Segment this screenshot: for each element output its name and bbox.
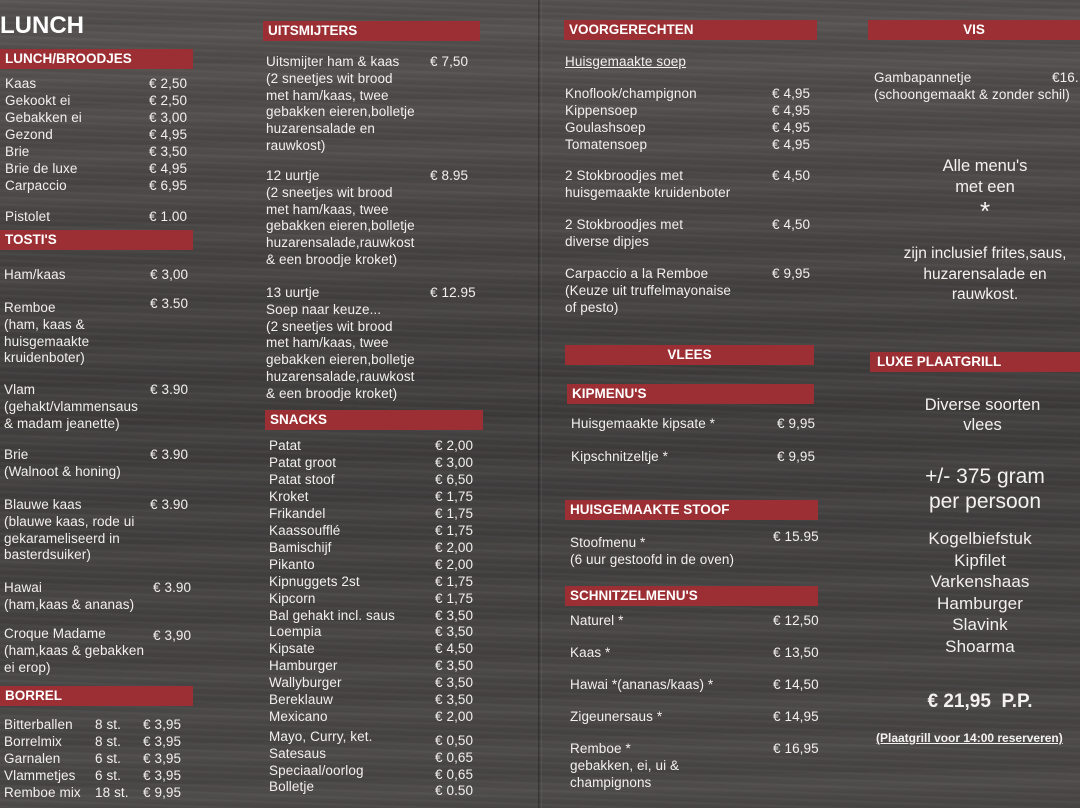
kipmenus-header: KIPMENU'S bbox=[567, 384, 814, 404]
uitsmijter-price: € 7,50 bbox=[430, 54, 469, 69]
snack-name: Frikandel bbox=[269, 505, 326, 521]
snack-price: € 2,00 bbox=[435, 438, 474, 453]
snack-name: Bereklauw bbox=[269, 692, 333, 708]
snack-price: € 1,75 bbox=[435, 505, 474, 521]
plaatgrill-meat: Shoarma bbox=[945, 636, 1015, 656]
broodje-name: Gekookt ei bbox=[5, 93, 71, 108]
borrel-price: € 3,95 bbox=[143, 751, 182, 766]
soup-name: Tomatensoep bbox=[565, 137, 648, 152]
broodje-price: € 3,50 bbox=[149, 144, 188, 159]
tosti-price: € 3.90 bbox=[150, 382, 189, 397]
schnitzel-item: Naturel * bbox=[570, 613, 624, 628]
plaatgrill-weight: +/- 375 gram per persoon bbox=[925, 465, 1045, 513]
borrel-name: Vlammetjes bbox=[4, 768, 76, 783]
tostis-header: TOSTI'S bbox=[0, 230, 193, 250]
soup-price: € 4,95 bbox=[772, 120, 811, 135]
broodje-price: € 1.00 bbox=[149, 209, 188, 224]
snack-name: Bal gehakt incl. saus bbox=[269, 607, 395, 623]
snack-extra-price: € 0,50 bbox=[435, 733, 474, 748]
snack-extra-price: € 0.50 bbox=[435, 783, 474, 799]
soup-name: Knoflook/champignon bbox=[565, 86, 697, 101]
starter-item: Carpaccio a la Remboe (Keuze uit truffelmayonaise of pesto) bbox=[565, 266, 732, 315]
snack-name: Bamischijf bbox=[269, 539, 332, 555]
tosti-price: € 3.90 bbox=[150, 497, 189, 512]
soup-price: € 4,95 bbox=[772, 137, 811, 152]
starter-price: € 9,95 bbox=[772, 266, 811, 281]
borrel-qty: 6 st. bbox=[95, 751, 122, 766]
tosti-item: Blauwe kaas (blauwe kaas, rode ui gekarameliseerd in basterdsuiker) bbox=[4, 497, 135, 563]
soup-name: Kippensoep bbox=[565, 103, 638, 118]
snack-name: Patat stoof bbox=[269, 471, 335, 487]
kipmenu-name: Huisgemaakte kipsate * bbox=[571, 416, 716, 431]
uitsmijter-item: 13 uurtje Soep naar keuze... (2 sneetjes wit brood met ham/kaas, twee gebakken eieren,bolletje huzarensalade,rauwkost & een broodje kroket) bbox=[266, 285, 415, 401]
snack-name: Loempia bbox=[269, 624, 322, 640]
broodje-price: € 2,50 bbox=[149, 93, 188, 108]
menu-note-line2: zijn inclusief frites,saus, huzarensalade en rauwkost. bbox=[903, 245, 1067, 303]
snack-name: Kipnuggets 2st bbox=[269, 573, 360, 589]
uitsmijter-item: 12 uurtje (2 sneetjes wit brood met ham/kaas, twee gebakken eieren,bolletje huzarensalade,rauwkost & een broodje kroket) bbox=[266, 168, 415, 267]
schnitzel-header: SCHNITZELMENU'S bbox=[565, 586, 818, 606]
tosti-price: € 3.50 bbox=[150, 296, 189, 311]
plaatgrill-note: (Plaatgrill voor 14:00 reserveren) bbox=[876, 731, 1063, 745]
tosti-price: € 3.90 bbox=[153, 580, 192, 595]
lunch-title: LUNCH bbox=[0, 12, 84, 39]
tosti-item: Remboe (ham, kaas & huisgemaakte kruidenboter) bbox=[4, 300, 90, 366]
broodje-price: € 4,95 bbox=[149, 127, 188, 142]
snack-name: Wallyburger bbox=[269, 675, 342, 691]
starter-price: € 4,50 bbox=[772, 168, 811, 183]
snack-price: € 3,00 bbox=[435, 454, 474, 470]
broodje-name: Kaas bbox=[5, 76, 37, 91]
menu-note-line1: Alle menu's met een bbox=[942, 157, 1028, 196]
plaatgrill-meat: Varkenshaas bbox=[930, 572, 1030, 591]
snack-name: Hamburger bbox=[269, 658, 338, 674]
schnitzel-price: € 14,50 bbox=[773, 677, 819, 692]
broodje-name: Brie de luxe bbox=[5, 161, 78, 176]
uitsmijter-price: € 12.95 bbox=[430, 285, 476, 300]
borrel-header: BORREL bbox=[0, 686, 193, 706]
tosti-item: Hawai (ham,kaas & ananas) bbox=[4, 580, 135, 612]
snack-name: Kaassoufflé bbox=[269, 522, 341, 538]
snack-price: € 2,00 bbox=[435, 539, 474, 555]
plaatgrill-intro: Diverse soorten vlees bbox=[924, 396, 1041, 434]
plaatgrill-meat: Kogelbiefstuk bbox=[928, 529, 1032, 548]
broodje-price: € 4,95 bbox=[149, 161, 188, 176]
borrel-name: Remboe mix bbox=[4, 785, 81, 800]
soup-price: € 4,95 bbox=[772, 103, 811, 118]
vis-item: Gambapannetje (schoongemaakt & zonder schil) bbox=[874, 70, 1070, 102]
uitsmijters-header: UITSMIJTERS bbox=[263, 21, 480, 41]
broodje-name: Pistolet bbox=[5, 209, 51, 224]
plaatgrill-header: LUXE PLAATGRILL bbox=[870, 352, 1080, 372]
snack-name: Pikanto bbox=[269, 556, 315, 572]
borrel-qty: 6 st. bbox=[95, 768, 122, 783]
tosti-price: € 3.90 bbox=[150, 447, 189, 462]
snacks-header: SNACKS bbox=[265, 410, 483, 430]
kipmenu-name: Kipschnitzeltje * bbox=[571, 449, 668, 464]
borrel-price: € 3,95 bbox=[143, 768, 182, 783]
tosti-price: € 3,90 bbox=[153, 628, 192, 643]
uitsmijter-price: € 8.95 bbox=[430, 168, 469, 183]
snack-price: € 1,75 bbox=[435, 590, 474, 606]
schnitzel-price: € 14,95 bbox=[773, 709, 819, 724]
stoof-header: HUISGEMAAKTE STOOF bbox=[565, 500, 818, 520]
soup-price: € 4,95 bbox=[772, 86, 811, 101]
snack-price: € 3,50 bbox=[435, 607, 474, 623]
schnitzel-item: Hawai *(ananas/kaas) * bbox=[570, 677, 714, 692]
lunch-broodjes-header: LUNCH/BROODJES bbox=[0, 49, 193, 69]
schnitzel-price: € 13,50 bbox=[773, 645, 819, 660]
snack-extra-name: Speciaal/oorlog bbox=[269, 762, 364, 778]
broodje-price: € 6,95 bbox=[149, 178, 188, 193]
schnitzel-item: Zigeunersaus * bbox=[570, 709, 663, 724]
snack-extra-price: € 0,65 bbox=[435, 766, 474, 782]
soup-heading: Huisgemaakte soep bbox=[565, 54, 687, 69]
soup-name: Goulashsoep bbox=[565, 120, 646, 135]
snack-price: € 2,00 bbox=[435, 709, 474, 725]
borrel-qty: 8 st. bbox=[95, 734, 122, 749]
stoof-item: Stoofmenu * (6 uur gestoofd in de oven) bbox=[570, 535, 735, 567]
vlees-header: VLEES bbox=[565, 345, 814, 365]
snack-price: € 1,75 bbox=[435, 488, 474, 504]
borrel-qty: 18 st. bbox=[95, 785, 129, 800]
snack-name: Patat groot bbox=[269, 454, 337, 470]
uitsmijter-item: Uitsmijter ham & kaas (2 sneetjes wit brood met ham/kaas, twee gebakken eieren,bolletje huzarensalade en rauwkost) bbox=[266, 54, 415, 153]
plaatgrill-meat: Slavink bbox=[952, 615, 1008, 634]
broodje-name: Carpaccio bbox=[5, 178, 67, 193]
borrel-price: € 3,95 bbox=[143, 734, 182, 749]
broodje-name: Brie bbox=[5, 144, 30, 159]
schnitzel-item: Remboe * gebakken, ei, ui & champignons bbox=[570, 741, 680, 790]
snack-name: Kroket bbox=[269, 488, 309, 504]
plaatgrill-meat: Kipfilet bbox=[954, 550, 1006, 570]
borrel-name: Garnalen bbox=[4, 751, 61, 766]
vis-header: VIS bbox=[868, 20, 1080, 40]
schnitzel-price: € 12,50 bbox=[773, 613, 819, 628]
snack-price: € 3,50 bbox=[435, 692, 474, 708]
tosti-item: Brie (Walnoot & honing) bbox=[4, 447, 121, 479]
snack-extra-name: Satesaus bbox=[269, 745, 327, 761]
menu-fold bbox=[538, 0, 542, 808]
snack-price: € 4,50 bbox=[435, 641, 474, 657]
menu-note-star: * bbox=[979, 196, 991, 226]
broodje-name: Gezond bbox=[5, 127, 53, 142]
tosti-price: € 3,00 bbox=[150, 267, 189, 282]
kipmenu-price: € 9,95 bbox=[777, 449, 816, 464]
snack-price: € 3,50 bbox=[435, 675, 474, 691]
tosti-item: Vlam (gehakt/vlammensaus & madam jeanette) bbox=[4, 382, 138, 431]
snack-price: € 3,50 bbox=[435, 658, 474, 674]
borrel-price: € 3,95 bbox=[143, 717, 182, 732]
borrel-name: Bitterballen bbox=[4, 717, 73, 732]
broodje-price: € 3,00 bbox=[149, 110, 188, 125]
snack-price: € 3,50 bbox=[435, 624, 474, 640]
snack-name: Kipcorn bbox=[269, 590, 316, 606]
snack-name: Mexicano bbox=[269, 709, 328, 725]
plaatgrill-price: € 21,95 P.P. bbox=[927, 691, 1033, 712]
borrel-name: Borrelmix bbox=[4, 734, 62, 749]
stoof-price: € 15.95 bbox=[773, 529, 819, 544]
snack-price: € 1,75 bbox=[435, 522, 474, 538]
starter-item: 2 Stokbroodjes met huisgemaakte kruidenboter bbox=[565, 168, 731, 200]
borrel-qty: 8 st. bbox=[95, 717, 122, 732]
snack-extra-price: € 0,65 bbox=[435, 749, 474, 765]
broodje-name: Gebakken ei bbox=[5, 110, 82, 125]
starter-price: € 4,50 bbox=[772, 217, 811, 232]
snack-price: € 6,50 bbox=[435, 471, 474, 487]
schnitzel-price: € 16,95 bbox=[773, 741, 819, 756]
snack-name: Kipsate bbox=[269, 641, 315, 657]
starter-item: 2 Stokbroodjes met diverse dipjes bbox=[565, 217, 684, 249]
tosti-item: Croque Madame (ham,kaas & gebakken ei erop) bbox=[4, 626, 145, 675]
snack-extra-name: Bolletje bbox=[269, 779, 315, 795]
voorgerechten-header: VOORGERECHTEN bbox=[564, 20, 817, 40]
schnitzel-item: Kaas * bbox=[570, 645, 611, 660]
plaatgrill-meat: Hamburger bbox=[937, 593, 1023, 613]
tosti-item: Ham/kaas bbox=[4, 267, 66, 282]
snack-extra-name: Mayo, Curry, ket. bbox=[269, 729, 373, 744]
vis-price: €16. bbox=[1052, 70, 1079, 85]
kipmenu-price: € 9,95 bbox=[777, 416, 816, 431]
broodje-price: € 2,50 bbox=[149, 76, 188, 91]
snack-name: Patat bbox=[269, 438, 302, 453]
snack-price: € 1,75 bbox=[435, 573, 474, 589]
borrel-price: € 9,95 bbox=[143, 785, 182, 800]
snack-price: € 2,00 bbox=[435, 556, 474, 572]
